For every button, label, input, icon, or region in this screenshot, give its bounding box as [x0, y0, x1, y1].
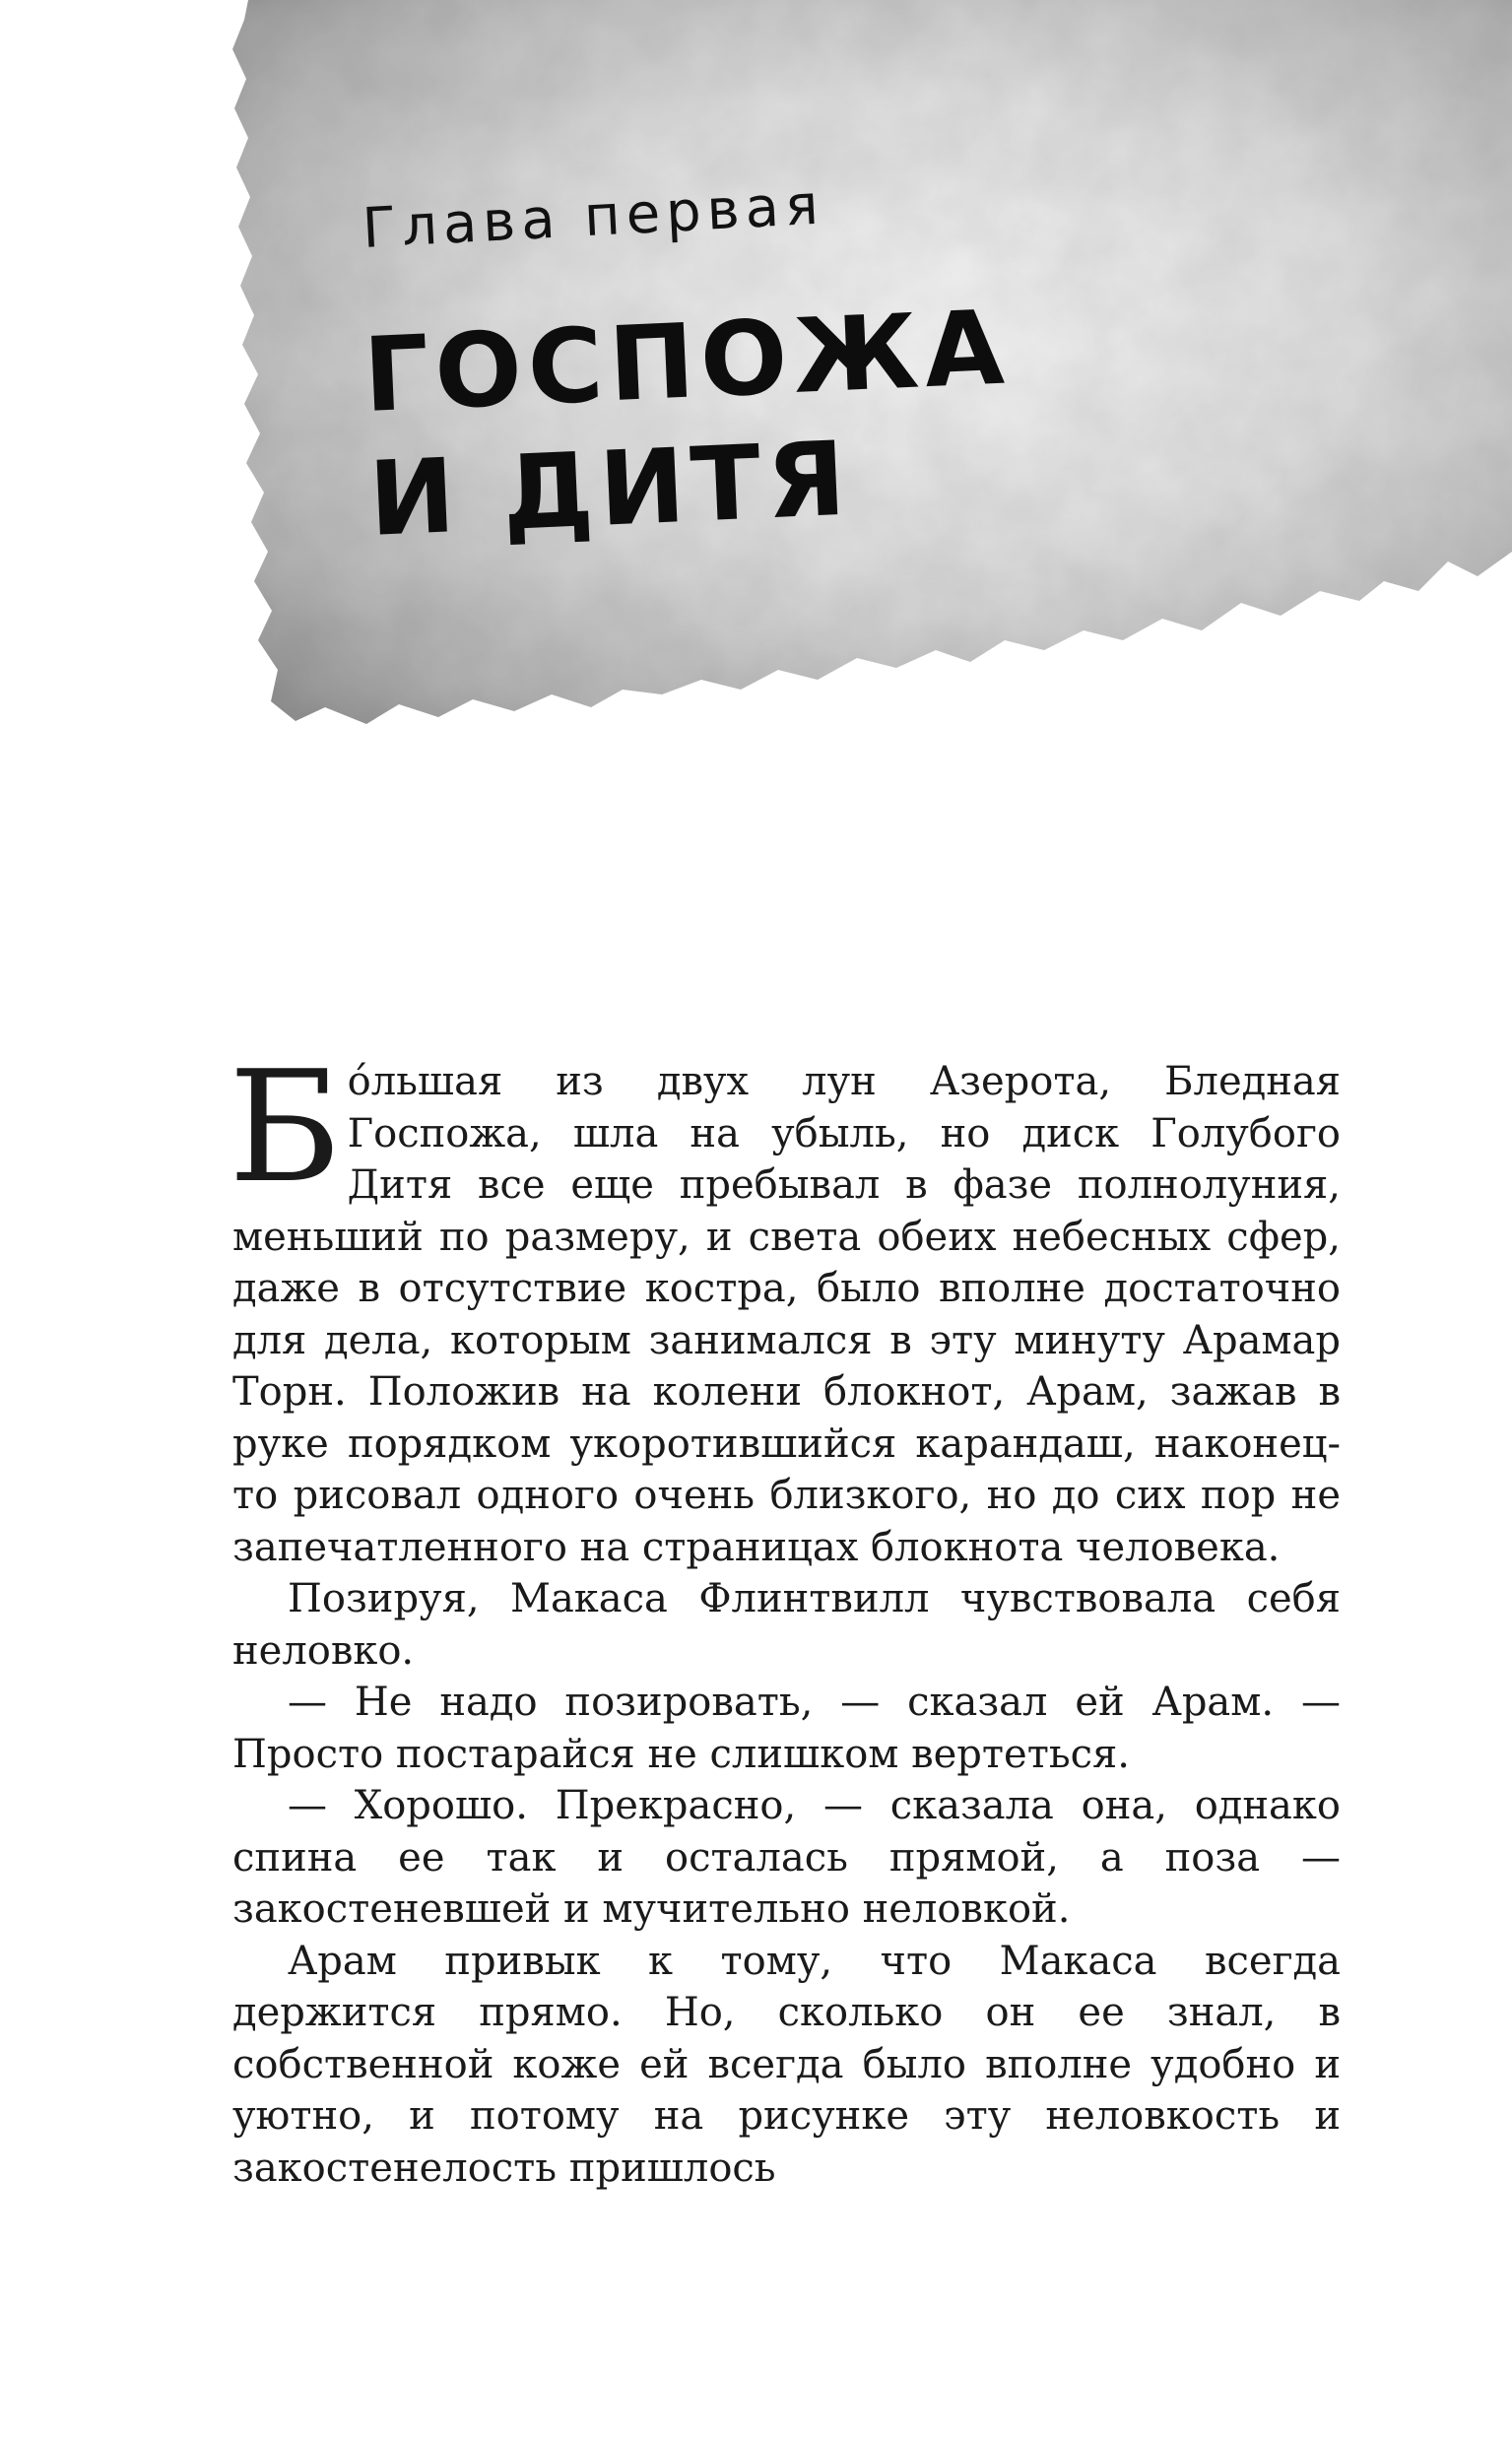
paragraph-2: Позируя, Макаса Флинтвилл чувствовала себя неловко.	[232, 1576, 1341, 1674]
chapter-title	[362, 285, 1019, 561]
drop-cap: Б	[229, 1037, 342, 1217]
chapter-body	[229, 1037, 1341, 2194]
paragraph-4: — Хорошо. Прекрасно, — сказала она, однако спина ее так и осталась прямой, а поза — закостеневшей и мучительно неловкой.	[232, 1783, 1341, 1932]
chapter-title-line-2: И ДИТЯ	[366, 418, 854, 560]
paragraph-3: — Не надо позировать, — сказал ей Арам. — Просто постарайся не слишком вертеться.	[232, 1680, 1341, 1777]
paragraph-1	[229, 1037, 1341, 1573]
paragraph-1-text: о́льшая из двух лун Азерота, Бледная Госпожа, шла на убыль, но диск Голубого Дитя все еще пребывал в фазе полнолуния, меньший по размеру, и света обеих небесных сфер, даже в отсутствие костра, было вполне достаточно для дела, которым занимался в эту минуту Арамар Торн. Положив на колени блокнот, Арам, зажав в руке порядком укоротившийся карандаш, наконец-то рисовал одного очень близкого, но до сих пор не запечатленного на страницах блокнота человека.	[232, 1059, 1341, 1570]
chapter-title-line-1: ГОСПОЖА	[361, 287, 1013, 436]
chapter-label: Глава первая	[361, 172, 826, 261]
paragraph-5: Арам привык к тому, что Макаса всегда держится прямо. Но, сколько он ее знал, в собственной коже ей всегда было вполне удобно и уютно, и потому на рисунке эту неловкость и закостенелость пришлось	[232, 1938, 1341, 2191]
chapter-banner	[0, 0, 1512, 749]
